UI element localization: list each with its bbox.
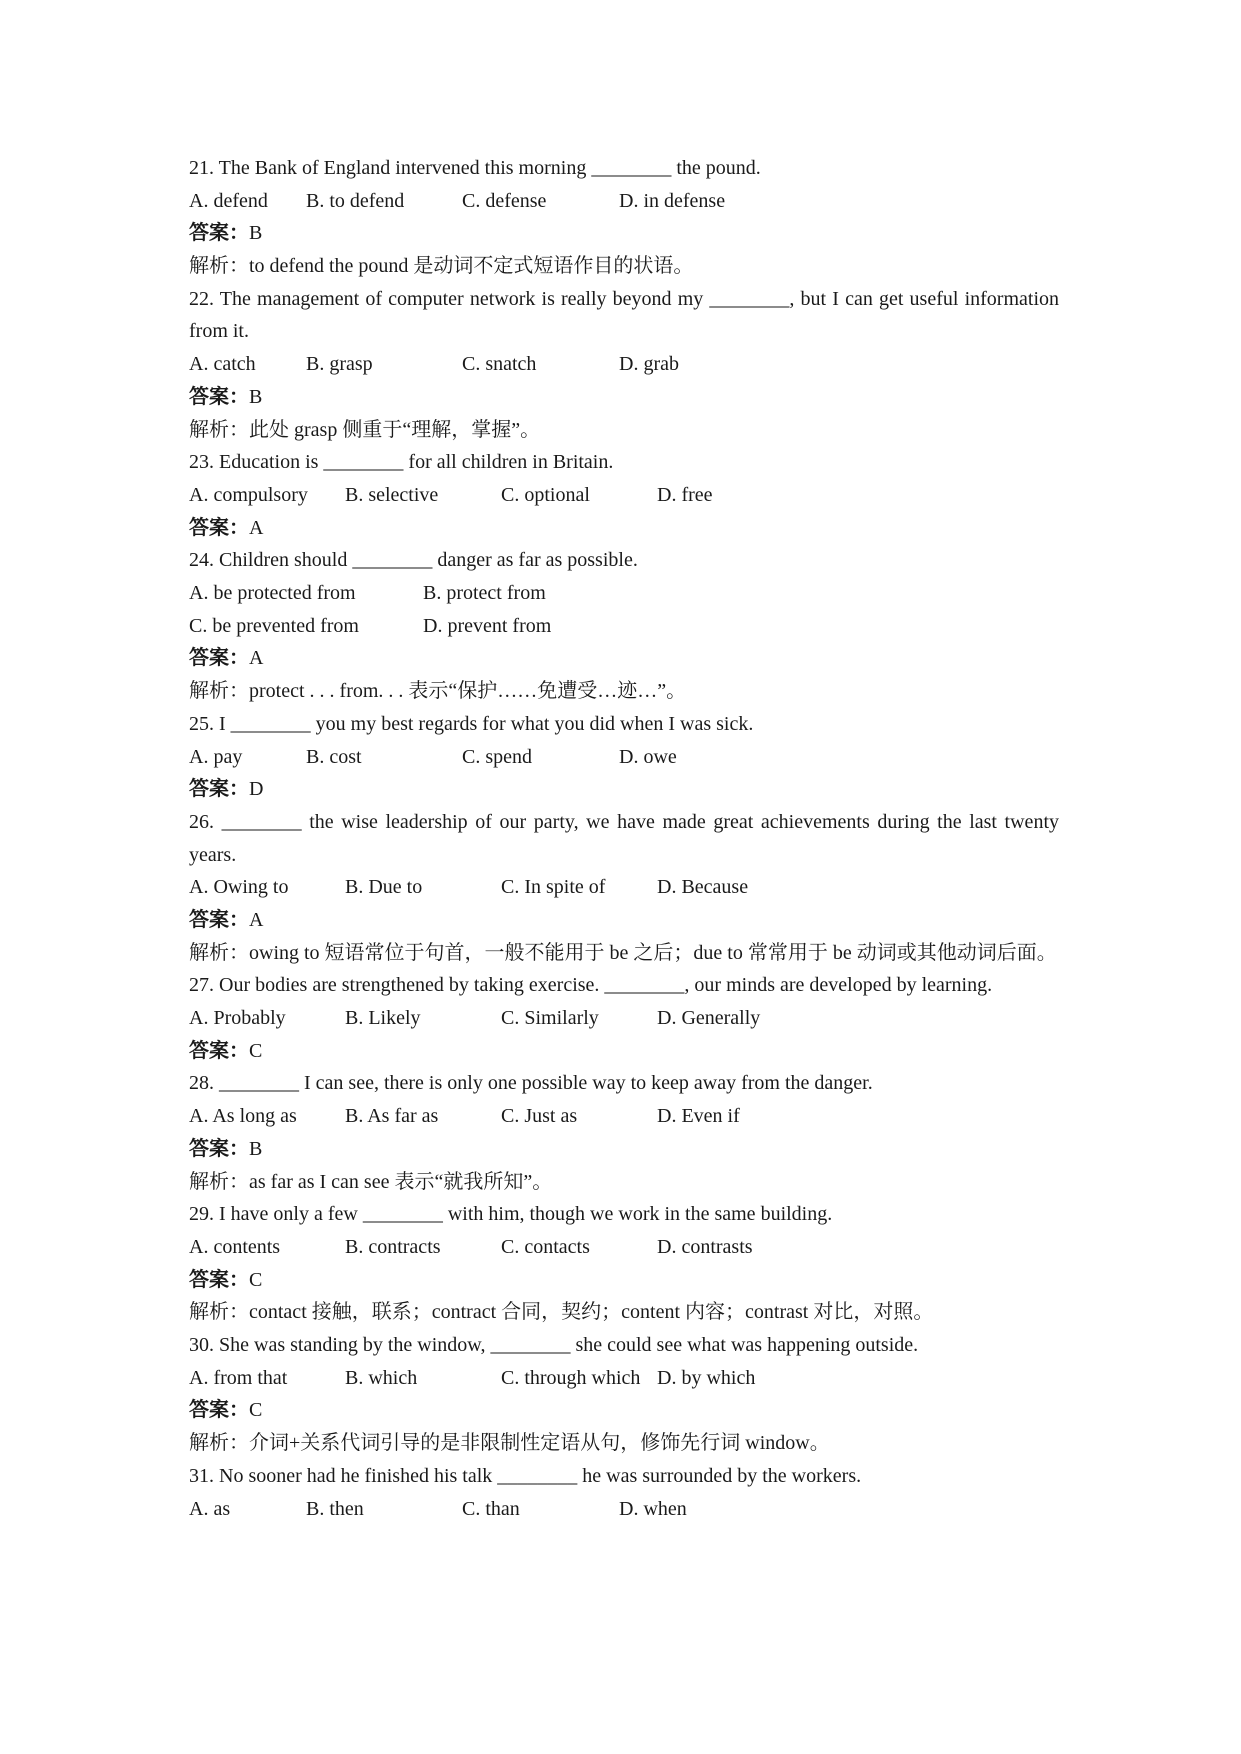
option-a: A. pay (189, 745, 243, 768)
question-block (189, 969, 1059, 1067)
option-c: C. In spite of (501, 876, 606, 899)
option-c: C. contacts (501, 1235, 590, 1258)
explanation-text: owing to 短语常位于句首，一般不能用于 be 之后；due to 常常用于 be 动词或其他动词后面。 (249, 941, 1057, 964)
answer-line (189, 773, 1059, 806)
question-stem: 30. She was standing by the window, ________ she could see what was happening outside. (189, 1334, 919, 1357)
option-a: A. from that (189, 1366, 288, 1389)
question-list (189, 152, 1059, 1525)
option-d: D. when (619, 1497, 687, 1520)
explanation-label: 解析： (189, 255, 249, 278)
options-row (189, 577, 1059, 610)
option-b: B. protect from (423, 582, 546, 605)
option-a: A. Probably (189, 1007, 286, 1030)
option-a: A. Owing to (189, 876, 289, 899)
explanation-line (189, 1166, 1059, 1199)
option-d: D. Because (657, 876, 749, 899)
options-row (189, 348, 1059, 381)
answer-line (189, 217, 1059, 250)
question-stem: 22. The management of computer network is really beyond my ________, but I can get useful information from it. (189, 287, 1059, 343)
answer-line (189, 642, 1059, 675)
option-d: D. owe (619, 745, 677, 768)
option-d: D. Even if (657, 1105, 740, 1128)
explanation-text: 介词+关系代词引导的是非限制性定语从句，修饰先行词 window。 (249, 1432, 830, 1455)
option-d: D. prevent from (423, 614, 552, 637)
explanation-text: contact 接触，联系；contract 合同，契约；content 内容；contrast 对比，对照。 (249, 1301, 934, 1324)
option-a: A. As long as (189, 1105, 297, 1128)
question-stem: 29. I have only a few ________ with him, though we work in the same building. (189, 1203, 833, 1226)
explanation-line (189, 675, 1059, 708)
question-block (189, 1460, 1059, 1525)
answer-value: C (249, 1268, 263, 1291)
options-row (189, 479, 1059, 512)
answer-value: A (249, 516, 264, 539)
question-block (189, 806, 1059, 969)
option-a: A. defend (189, 189, 268, 212)
explanation-label: 解析： (189, 1301, 249, 1324)
answer-line (189, 1264, 1059, 1297)
explanation-text: protect . . . from. . . 表示“保护……免遭受…迹…”。 (249, 680, 687, 703)
option-b: B. then (306, 1497, 364, 1520)
answer-label: 答案： (189, 222, 249, 245)
question-block (189, 544, 1059, 707)
answer-line (189, 381, 1059, 414)
option-a: A. be protected from (189, 582, 356, 605)
question-block (189, 446, 1059, 544)
option-b: B. contracts (345, 1235, 441, 1258)
answer-label: 答案： (189, 1399, 249, 1422)
option-a: A. catch (189, 353, 256, 376)
option-b: B. cost (306, 745, 362, 768)
question-stem: 23. Education is ________ for all children in Britain. (189, 451, 614, 474)
option-c: C. snatch (462, 353, 537, 376)
option-b: B. As far as (345, 1105, 439, 1128)
option-c: C. optional (501, 483, 590, 506)
option-a: A. contents (189, 1235, 281, 1258)
answer-line (189, 1035, 1059, 1068)
option-c: C. through which (501, 1366, 641, 1389)
explanation-line (189, 250, 1059, 283)
options-row (189, 1100, 1059, 1133)
options-row (189, 1231, 1059, 1264)
option-b: B. Likely (345, 1007, 421, 1030)
option-b: B. which (345, 1366, 418, 1389)
option-a: A. compulsory (189, 483, 308, 506)
answer-label: 答案： (189, 1268, 249, 1291)
explanation-line (189, 1296, 1059, 1329)
answer-label: 答案： (189, 516, 249, 539)
option-d: D. contrasts (657, 1235, 753, 1258)
explanation-line (189, 1427, 1059, 1460)
answer-value: C (249, 1399, 263, 1422)
question-stem: 28. ________ I can see, there is only one possible way to keep away from the danger. (189, 1072, 873, 1095)
option-d: D. Generally (657, 1007, 761, 1030)
option-a: A. as (189, 1497, 231, 1520)
question-stem: 24. Children should ________ danger as far as possible. (189, 549, 638, 572)
options-row (189, 185, 1059, 218)
explanation-label: 解析： (189, 418, 249, 441)
option-c: C. spend (462, 745, 532, 768)
answer-value: D (249, 778, 264, 801)
explanation-line (189, 414, 1059, 447)
answer-line (189, 512, 1059, 545)
options-row (189, 741, 1059, 774)
option-c: C. be prevented from (189, 614, 359, 637)
answer-value: B (249, 222, 263, 245)
question-stem: 31. No sooner had he finished his talk ________ he was surrounded by the workers. (189, 1464, 862, 1487)
answer-line (189, 1133, 1059, 1166)
answer-line (189, 1394, 1059, 1427)
option-c: C. Similarly (501, 1007, 599, 1030)
explanation-text: as far as I can see 表示“就我所知”。 (249, 1170, 553, 1193)
option-b: B. to defend (306, 189, 405, 212)
options-row (189, 1362, 1059, 1395)
options-row (189, 871, 1059, 904)
explanation-label: 解析： (189, 680, 249, 703)
answer-label: 答案： (189, 908, 249, 931)
question-block (189, 1329, 1059, 1460)
explanation-line (189, 937, 1059, 970)
answer-value: B (249, 1137, 263, 1160)
option-d: D. by which (657, 1366, 756, 1389)
explanation-text: to defend the pound 是动词不定式短语作目的状语。 (249, 255, 694, 278)
answer-value: B (249, 385, 263, 408)
answer-line (189, 904, 1059, 937)
explanation-text: 此处 grasp 侧重于“理解，掌握”。 (249, 418, 541, 441)
question-stem: 27. Our bodies are strengthened by taking exercise. ________, our minds are developed by learning. (189, 974, 993, 997)
answer-label: 答案： (189, 1137, 249, 1160)
answer-value: A (249, 647, 264, 670)
option-d: D. in defense (619, 189, 726, 212)
option-b: B. selective (345, 483, 439, 506)
question-block (189, 283, 1059, 446)
question-stem: 25. I ________ you my best regards for what you did when I was sick. (189, 712, 754, 735)
options-row (189, 1002, 1059, 1035)
answer-value: C (249, 1039, 263, 1062)
options-row (189, 610, 1059, 643)
explanation-label: 解析： (189, 941, 249, 964)
option-b: B. Due to (345, 876, 423, 899)
question-stem: 26. ________ the wise leadership of our party, we have made great achievements during the last twenty years. (189, 810, 1059, 866)
explanation-label: 解析： (189, 1170, 249, 1193)
options-row (189, 1493, 1059, 1526)
question-block (189, 1067, 1059, 1198)
option-d: D. free (657, 483, 713, 506)
answer-label: 答案： (189, 1039, 249, 1062)
option-c: C. than (462, 1497, 520, 1520)
answer-value: A (249, 908, 264, 931)
answer-label: 答案： (189, 385, 249, 408)
option-c: C. defense (462, 189, 547, 212)
question-block (189, 708, 1059, 806)
option-d: D. grab (619, 353, 679, 376)
question-block (189, 152, 1059, 283)
answer-label: 答案： (189, 647, 249, 670)
explanation-label: 解析： (189, 1432, 249, 1455)
option-b: B. grasp (306, 353, 373, 376)
option-c: C. Just as (501, 1105, 578, 1128)
answer-label: 答案： (189, 778, 249, 801)
question-stem: 21. The Bank of England intervened this morning ________ the pound. (189, 157, 761, 179)
question-block (189, 1198, 1059, 1329)
